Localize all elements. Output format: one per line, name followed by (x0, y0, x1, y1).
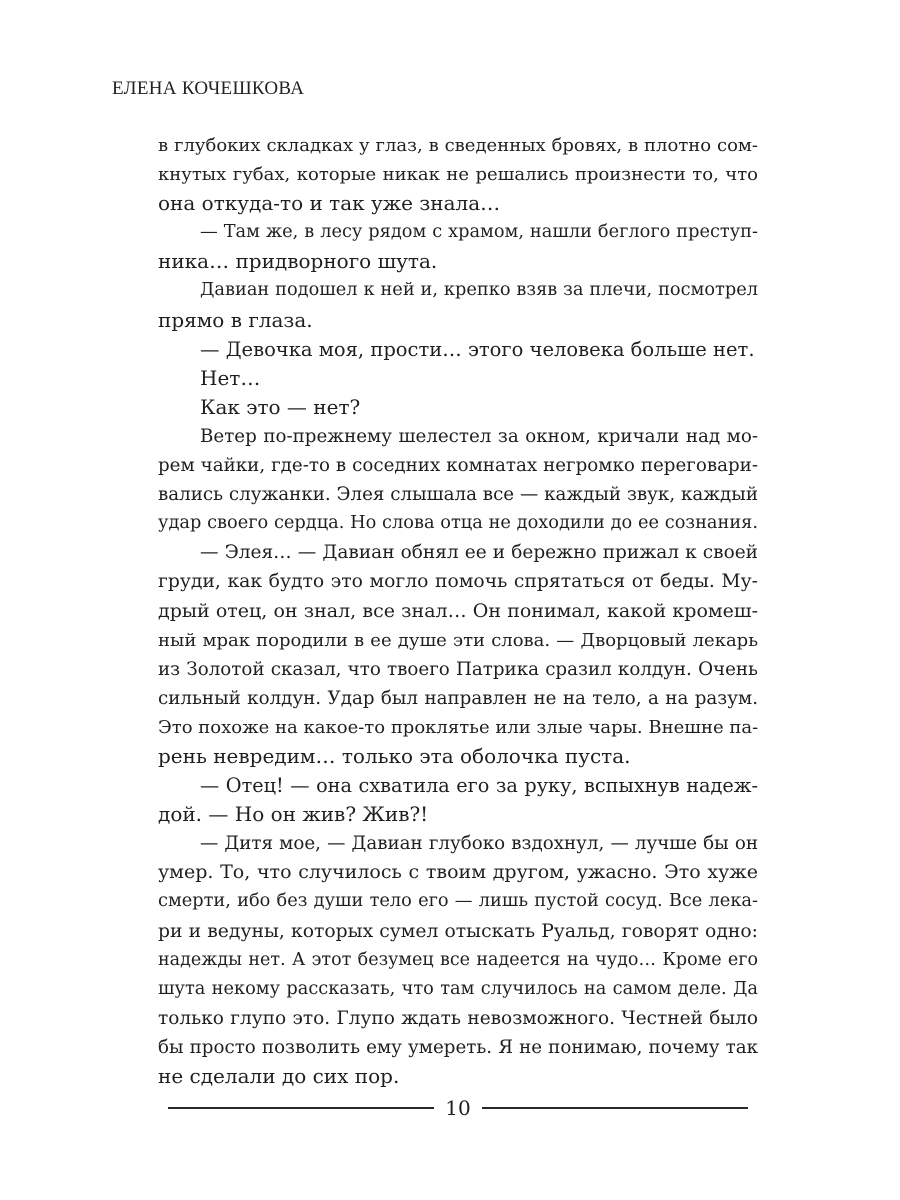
text-line: Ветер по-прежнему шелестел за окном, кричали над мо- (200, 425, 758, 447)
text-line: не сделали до сих пор. (158, 1064, 400, 1088)
text-line: ный мрак породили в ее душе эти слова. — Дворцовый лекарь (158, 629, 758, 651)
footer-rule-left (168, 1107, 434, 1109)
footer-rule-right (482, 1107, 748, 1109)
running-head: ЕЛЕНА КОЧЕШКОВА (112, 78, 305, 99)
text-line: Как это — нет? (200, 394, 361, 419)
text-line: — Девочка моя, прости… этого человека больше нет. (200, 337, 755, 361)
page-footer (168, 1094, 748, 1122)
text-line: рем чайки, где-то в соседних комнатах негромко переговари- (158, 455, 758, 477)
text-line: — Отец! — она схватила его за руку, вспыхнув надеж- (200, 774, 758, 798)
text-line: ри и ведуны, которых сумел отыскать Руальд, говорят одно: (158, 920, 758, 942)
text-line: Нет… (200, 365, 261, 390)
text-line: из Золотой сказал, что твоего Патрика сразил колдун. Очень (158, 658, 758, 680)
text-line: кнутых губах, которые никак не решались произнести то, что (158, 164, 758, 186)
body-text (158, 131, 758, 1091)
text-line: только глупо это. Глупо ждать невозможного. Честней было (158, 1007, 758, 1029)
text-line: удар своего сердца. Но слова отца не доходили до ее сознания. (158, 513, 758, 534)
text-line: ника… придворного шута. (158, 249, 438, 274)
text-line: сильный колдун. Удар был направлен не на тело, а на разум. (158, 687, 758, 709)
text-line: смерти, ибо без души тело его — лишь пустой сосуд. Все лека- (158, 891, 758, 912)
text-line: — Элея… — Давиан обнял ее и бережно прижал к своей (200, 542, 758, 564)
text-line: бы просто позволить ему умереть. Я не понимаю, почему так (158, 1036, 758, 1058)
text-line: она откуда-то и так уже знала… (158, 191, 501, 216)
text-line: вались служанки. Элея слышала все — каждый звук, каждый (158, 484, 758, 506)
text-line: рень невредим… только эта оболочка пуста. (158, 743, 631, 768)
text-line: умер. То, что случилось с твоим другом, ужасно. Это хуже (158, 861, 758, 884)
text-line: прямо в глаза. (158, 307, 313, 332)
text-line: — Дитя мое, — Давиан глубоко вздохнул, — лучше бы он (200, 833, 758, 855)
text-line: шута некому рассказать, что там случилось на самом деле. Да (158, 978, 758, 999)
text-line: груди, как будто это могло помочь спрятаться от беды. Му- (158, 571, 758, 593)
text-line: в глубоких складках у глаз, в сведенных бровях, в плотно сом- (158, 135, 758, 156)
text-line: Давиан подошел к ней и, крепко взяв за плечи, посмотрел (200, 280, 758, 301)
text-line: дрый отец, он знал, все знал… Он понимал, какой кромеш- (158, 599, 758, 622)
text-line: — Там же, в лесу рядом с храмом, нашли беглого преступ- (200, 222, 758, 243)
page-number: 10 (445, 1096, 471, 1120)
text-line: Это похоже на какое-то проклятье или злые чары. Внешне па- (158, 716, 759, 738)
text-line: надежды нет. А этот безумец все надеется на чудо… Кроме его (158, 949, 758, 970)
text-line: дой. — Но он жив? Жив?! (158, 802, 429, 827)
